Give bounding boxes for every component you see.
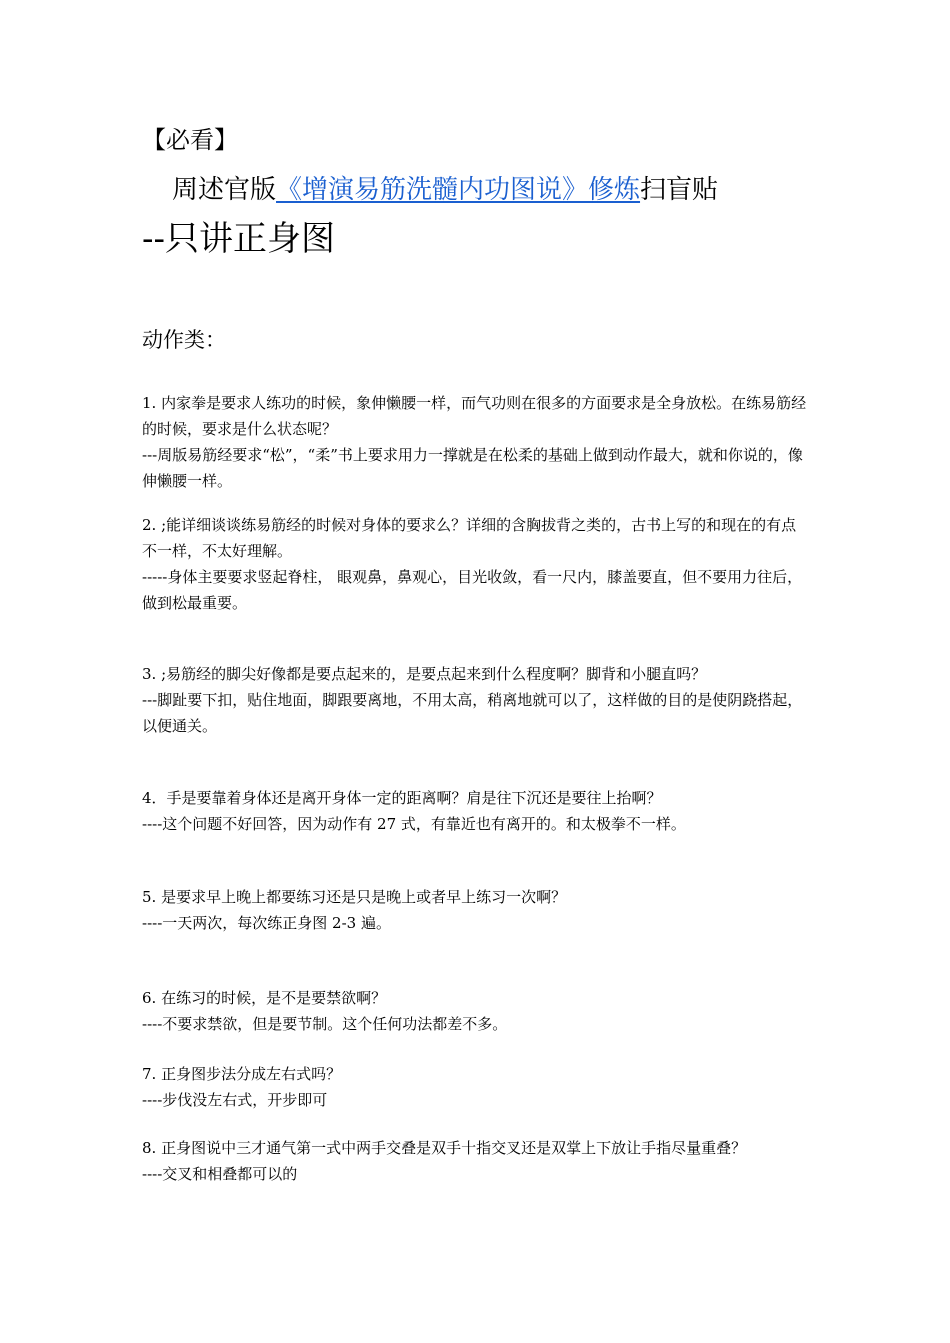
section-heading: 动作类： <box>142 328 226 352</box>
answer-text: ----这个问题不好回答，因为动作有 27 式，有靠近也有离开的。和太极拳不一样。 <box>142 815 686 833</box>
qa-item-8 <box>142 1135 810 1187</box>
question-text: 2. ;能详细谈谈练易筋经的时候对身体的要求么？详细的含胸拔背之类的，古书上写的和现在的有点不一样，不太好理解。 <box>142 516 797 560</box>
qa-item-7 <box>142 1061 810 1113</box>
must-read-tag: 【必看】 <box>142 126 238 154</box>
qa-item-5 <box>142 884 810 936</box>
qa-item-2 <box>142 512 810 616</box>
title-suffix: 扫盲贴 <box>640 175 719 205</box>
answer-text: -----身体主要要求竖起脊柱， 眼观鼻，鼻观心，目光收敛，看一尺内，膝盖要直，但不要用力往后，做到松最重要。 <box>142 568 803 612</box>
document-title <box>172 172 718 208</box>
answer-text: ---周版易筋经要求“松”，“柔”书上要求用力一撑就是在松柔的基础上做到动作最大，就和你说的，像伸懒腰一样。 <box>142 446 803 490</box>
qa-item-3 <box>142 661 810 739</box>
qa-item-1 <box>142 390 810 494</box>
answer-text: ---脚趾要下扣，贴住地面，脚跟要离地，不用太高，稍离地就可以了，这样做的目的是使阴跷搭起，以便通关。 <box>142 691 803 735</box>
answer-text: ----步伐没左右式，开步即可 <box>142 1091 328 1109</box>
title-prefix: 周述官版 <box>172 175 277 205</box>
qa-item-4 <box>142 785 810 837</box>
question-text: 3. ;易筋经的脚尖好像都是要点起来的，是要点起来到什么程度啊？脚背和小腿直吗？ <box>142 665 707 683</box>
answer-text: ----一天两次，每次练正身图 2-3 遍。 <box>142 914 391 932</box>
document-subtitle: --只讲正身图 <box>142 219 335 259</box>
question-text: 7. 正身图步法分成左右式吗？ <box>142 1065 342 1083</box>
question-text: 8. 正身图说中三才通气第一式中两手交叠是双手十指交叉还是双掌上下放让手指尽量重叠？ <box>142 1139 747 1157</box>
question-text: 5. 是要求早上晚上都要练习还是只是晚上或者早上练习一次啊？ <box>142 888 567 906</box>
answer-text: ----交叉和相叠都可以的 <box>142 1165 298 1183</box>
answer-text: ----不要求禁欲，但是要节制。这个任何功法都差不多。 <box>142 1015 508 1033</box>
question-text: 6. 在练习的时候，是不是要禁欲啊？ <box>142 989 387 1007</box>
qa-item-6 <box>142 985 810 1037</box>
question-text: 4．手是要靠着身体还是离开身体一定的距离啊？肩是往下沉还是要往上抬啊？ <box>142 789 662 807</box>
book-title-link[interactable]: 《增演易筋洗髓内功图说》修炼 <box>276 175 641 205</box>
question-text: 1. 内家拳是要求人练功的时候，象伸懒腰一样，而气功则在很多的方面要求是全身放松。在练易筋经的时候，要求是什么状态呢？ <box>142 394 807 438</box>
